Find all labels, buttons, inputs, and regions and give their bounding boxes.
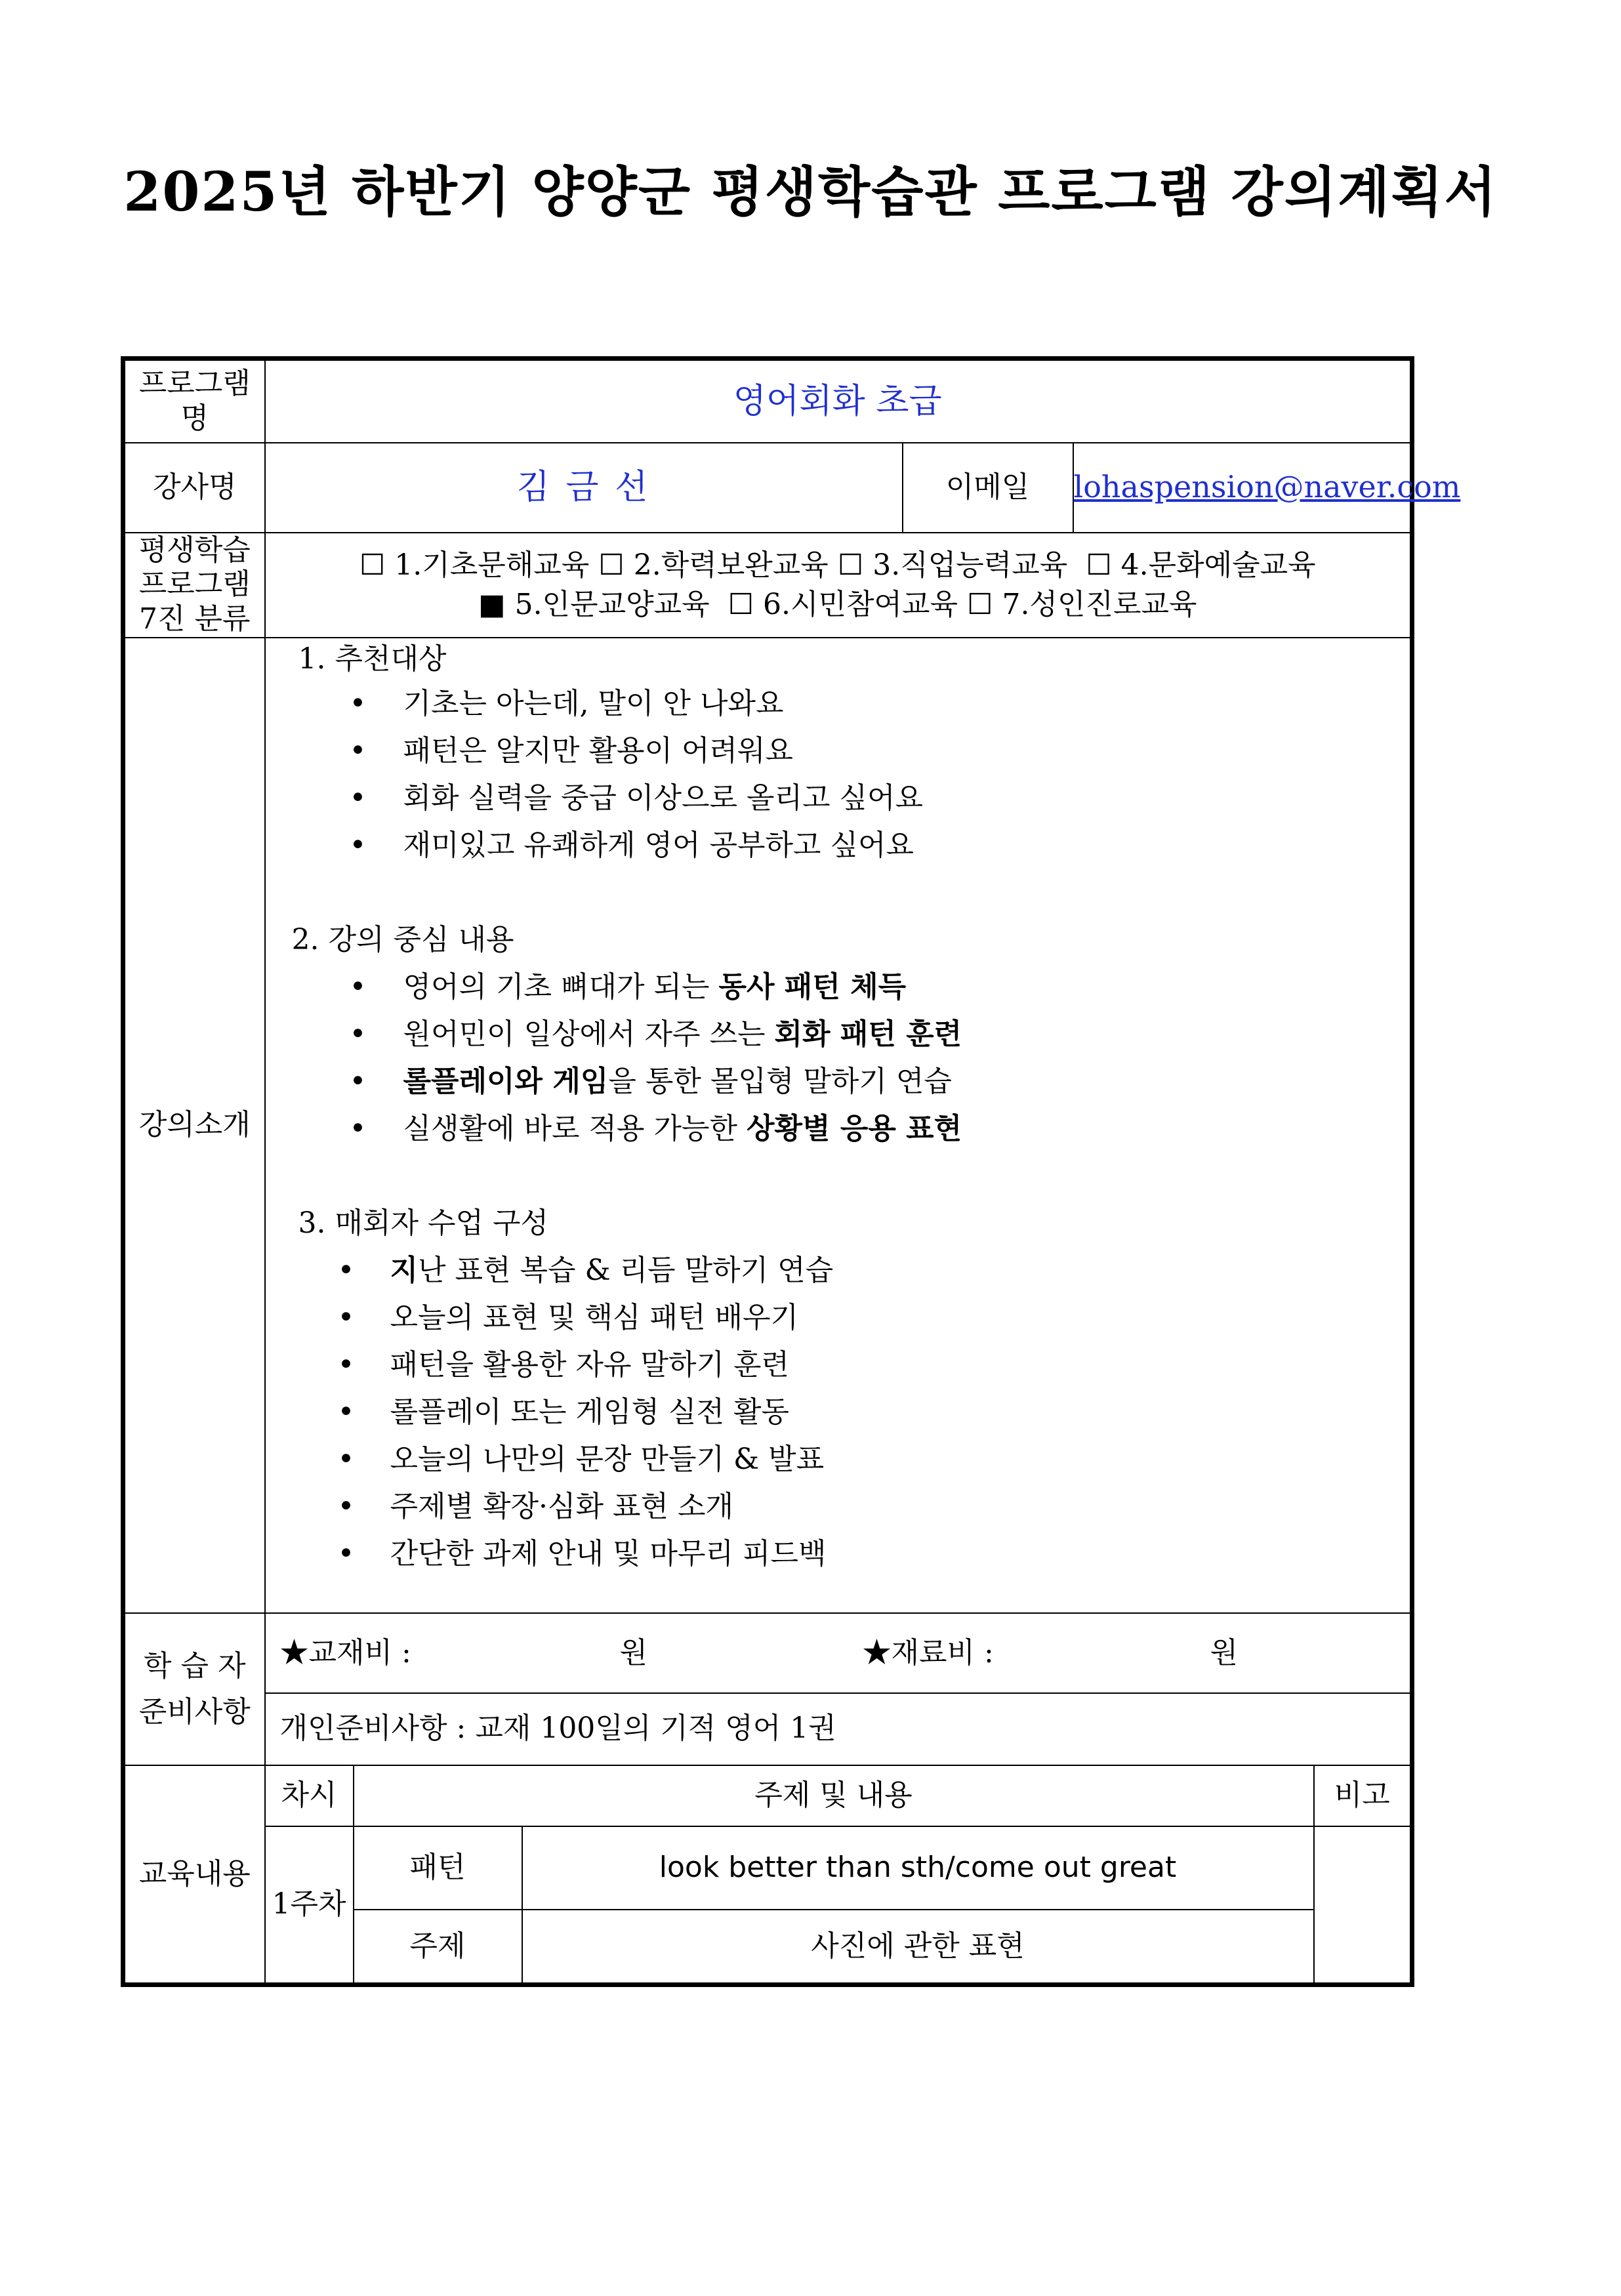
bullet-icon: • [337, 1347, 355, 1382]
intro-label: 강의소개 [123, 638, 265, 1613]
program-name: 영어회화 초급 [265, 359, 1412, 443]
class-item: • 패턴을 활용한 자유 말하기 훈련 [266, 1342, 1410, 1389]
program-label: 프로그램명 [123, 359, 265, 443]
target-item: • 기초는 아는데, 말이 안 나와요 [266, 680, 1410, 728]
textbook-fee-label: ★교재비 : [279, 1635, 411, 1670]
class-item: • 오늘의 표현 및 핵심 패턴 배우기 [266, 1294, 1410, 1342]
category-6: 6.시민참여교육 [763, 587, 958, 621]
material-fee-label: ★재료비 : [862, 1635, 994, 1670]
topic-header: 주제 및 내용 [354, 1765, 1314, 1826]
bullet-icon: • [337, 1536, 355, 1570]
content-label: 교육내용 [123, 1765, 265, 1985]
document-title: 2025년 하반기 양양군 평생학습관 프로그램 강의계획서 [123, 161, 1498, 224]
section2-title: 2. 강의 중심 내용 [291, 922, 514, 956]
category-2: 2.학력보완교육 [633, 548, 829, 583]
email-link[interactable]: lohaspension@naver.com [1073, 469, 1461, 505]
core-item: • 영어의 기초 뼈대가 되는 동사 패턴 체득 [266, 964, 1410, 1011]
checkbox-7[interactable]: ☐ [967, 587, 993, 621]
personal-prep: 개인준비사항 : 교재 100일의 기적 영어 1권 [265, 1693, 1412, 1765]
bullet-icon: • [349, 1017, 367, 1051]
bullet-icon: • [337, 1253, 355, 1287]
prep-label: 학 습 자 준비사항 [123, 1613, 265, 1765]
core-item: • 롤플레이와 게임을 통한 몰입형 말하기 연습 [266, 1058, 1410, 1105]
bullet-icon: • [349, 781, 367, 815]
content-row [123, 1826, 1412, 1910]
bullet-icon: • [337, 1300, 355, 1334]
bullet-icon: • [337, 1489, 355, 1523]
class-item: • 오늘의 나만의 문장 만들기 & 발표 [266, 1436, 1410, 1483]
checkbox-4[interactable]: ☐ [1086, 548, 1112, 583]
section3-title: 3. 매회자 수업 구성 [298, 1206, 548, 1240]
program-row [123, 359, 1412, 443]
intro-row [123, 638, 1412, 1613]
category-5: 5.인문교양교육 [514, 587, 710, 621]
material-fee-unit: 원 [1210, 1635, 1239, 1670]
core-item: • 실생활에 바로 적용 가능한 상황별 응용 표현 [266, 1105, 1410, 1153]
checkbox-3[interactable]: ☐ [837, 548, 864, 583]
bullet-icon: • [337, 1395, 355, 1429]
category-4: 4.문화예술교육 [1120, 548, 1316, 583]
bullet-icon: • [349, 1111, 367, 1145]
content-text: 사진에 관한 표현 [522, 1910, 1314, 1985]
content-text: look better than sth/come out great [522, 1826, 1314, 1910]
section1-title: 1. 추천대상 [298, 642, 447, 676]
intro-content [265, 638, 1412, 1613]
target-item: • 재미있고 유쾌하게 영어 공부하고 싶어요 [266, 822, 1410, 869]
bullet-icon: • [337, 1442, 355, 1476]
content-header-row [123, 1765, 1412, 1826]
prep-fee-row [123, 1613, 1412, 1693]
session-cell: 1주차 [265, 1826, 354, 1985]
session-header: 차시 [265, 1765, 354, 1826]
category-row [123, 533, 1412, 638]
note-cell [1314, 1826, 1412, 1985]
class-item: • 지난 표현 복습 & 리듬 말하기 연습 [266, 1247, 1410, 1294]
category-label: 평생학습 프로그램 7진 분류 [123, 533, 265, 638]
bullet-icon: • [349, 1064, 367, 1098]
checkbox-6[interactable]: ☐ [728, 587, 754, 621]
target-item: • 회화 실력을 중급 이상으로 올리고 싶어요 [266, 775, 1410, 822]
class-item: • 롤플레이 또는 게임형 실전 활동 [266, 1389, 1410, 1436]
checkbox-1[interactable]: ☐ [359, 548, 386, 583]
bullet-icon: • [349, 970, 367, 1004]
content-type: 패턴 [354, 1826, 522, 1910]
category-3: 3.직업능력교육 [872, 548, 1068, 583]
checkbox-2[interactable]: ☐ [598, 548, 625, 583]
lecture-plan-table [121, 356, 1461, 1987]
textbook-fee-unit: 원 [619, 1635, 648, 1670]
category-1: 1.기초문해교육 [394, 548, 590, 583]
class-item: • 간단한 과제 안내 및 마무리 피드백 [266, 1530, 1410, 1578]
note-header: 비고 [1314, 1765, 1412, 1826]
bullet-icon: • [349, 733, 367, 768]
category-options [265, 533, 1412, 638]
email-label: 이메일 [903, 443, 1073, 533]
category-line-1 [266, 546, 1410, 584]
instructor-label: 강사명 [123, 443, 265, 533]
instructor-name: 김 금 선 [265, 443, 903, 533]
instructor-row [123, 443, 1412, 533]
bullet-icon: • [349, 686, 367, 720]
core-item: • 원어민이 일상에서 자주 쓰는 회화 패턴 훈련 [266, 1011, 1410, 1058]
target-item: • 패턴은 알지만 활용이 어려워요 [266, 728, 1410, 775]
checkbox-5[interactable]: ■ [478, 587, 506, 621]
category-line-2 [266, 585, 1410, 624]
content-type: 주제 [354, 1910, 522, 1985]
bullet-icon: • [349, 828, 367, 862]
fee-cell [265, 1613, 1412, 1693]
prep-personal-row [123, 1693, 1412, 1765]
class-item: • 주제별 확장·심화 표현 소개 [266, 1483, 1410, 1530]
category-7: 7.성인진로교육 [1002, 587, 1197, 621]
